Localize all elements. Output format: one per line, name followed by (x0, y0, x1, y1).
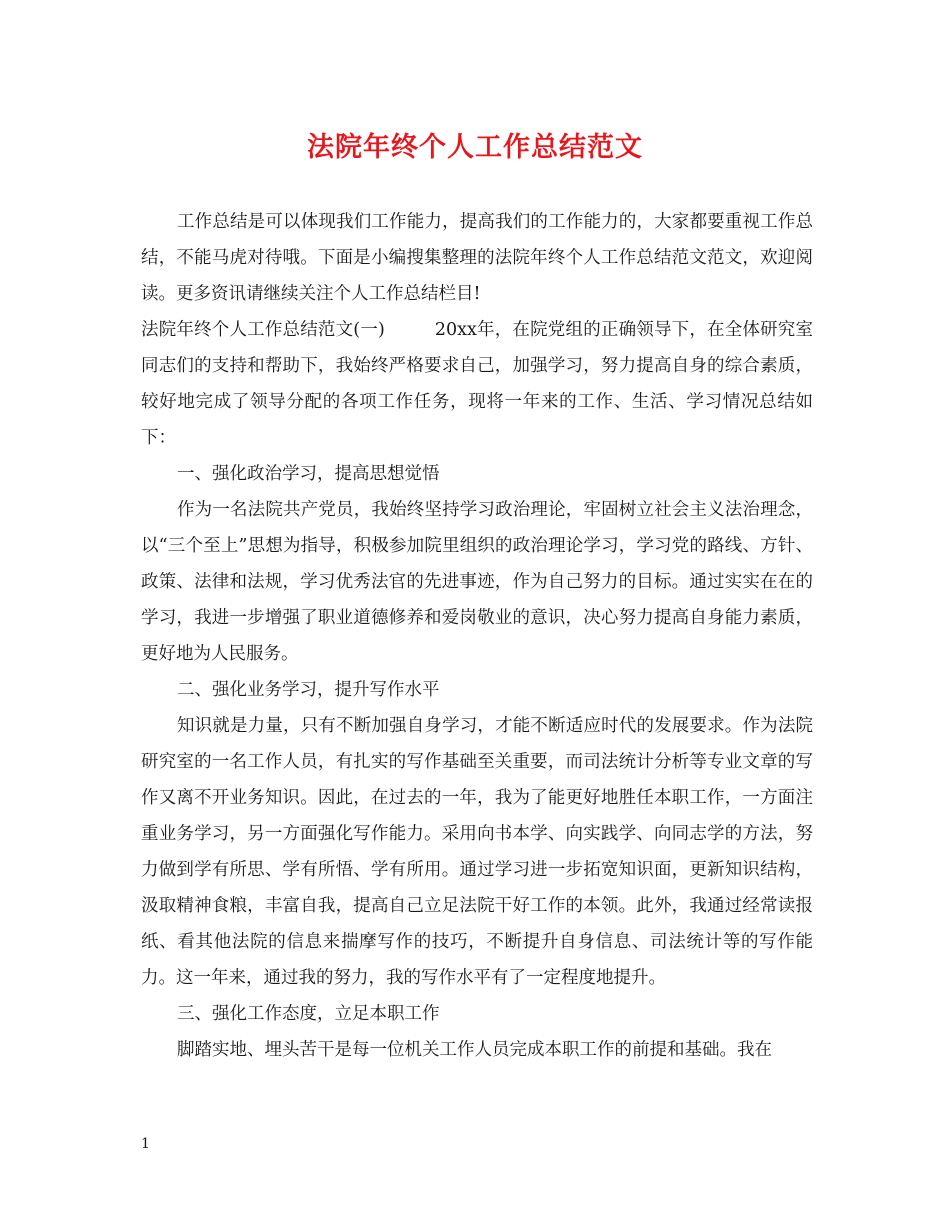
heading-work-attitude: 三、强化工作态度，立足本职工作 (177, 1004, 440, 1024)
paragraph-business-study: 知识就是力量，只有不断加强自身学习，才能不断适应时代的发展要求。作为法院研究室的一名工作人员，有扎实的写作基础至关重要，而司法统计分析等专业文章的写作又离不开业务知识。因此，在过去的一年，我为了能更好地胜任本职工作，一方面注重业务学习，另一方面强化写作能力。采用向书本学、向实践学、向同志学的方法，努力做到学有所思、学有所悟、学有所用。通过学习进一步拓宽知识面，更新知识结构，汲取精神食粮，丰富自我，提高自己立足法院干好工作的本领。此外，我通过经常读报纸、看其他法院的信息来揣摩写作的技巧，不断提升自身信息、司法统计等的写作能力。这一年来，通过我的努力，我的写作水平有了一定程度地提升。 (141, 716, 813, 988)
section-one-paragraph (141, 312, 813, 456)
document-title: 法院年终个人工作总结范文 (307, 132, 643, 163)
document-body (141, 204, 813, 1068)
page-number: 1 (141, 1136, 150, 1152)
section-opening-text: 20xx年，在院党组的正确领导下，在全体研究室同志们的支持和帮助下，我始终严格要求自己，加强学习，努力提高自身的综合素质，较好地完成了领导分配的各项工作任务，现将一年来的工作、生活、学习情况总结如下： (141, 320, 813, 448)
paragraph-political-study: 作为一名法院共产党员，我始终坚持学习政治理论，牢固树立社会主义法治理念，以“三个至上”思想为指导，积极参加院里组织的政治理论学习，学习党的路线、方针、政策、法律和法规，学习优秀法官的先进事迹，作为自己努力的目标。通过实实在在的学习，我进一步增强了职业道德修养和爱岗敬业的意识，决心努力提高自身能力素质，更好地为人民服务。 (141, 500, 813, 664)
heading-business-study: 二、强化业务学习，提升写作水平 (177, 680, 440, 700)
intro-paragraph: 工作总结是可以体现我们工作能力，提高我们的工作能力的，大家都要重视工作总结，不能马虎对待哦。下面是小编搜集整理的法院年终个人工作总结范文范文，欢迎阅读。更多资讯请继续关注个人工作总结栏目! (141, 212, 813, 304)
heading-political-study: 一、强化政治学习，提高思想觉悟 (177, 464, 440, 484)
section-heading: 法院年终个人工作总结范文(一) (141, 320, 385, 340)
paragraph-work-attitude: 脚踏实地、埋头苦干是每一位机关工作人员完成本职工作的前提和基础。我在 (177, 1040, 772, 1060)
